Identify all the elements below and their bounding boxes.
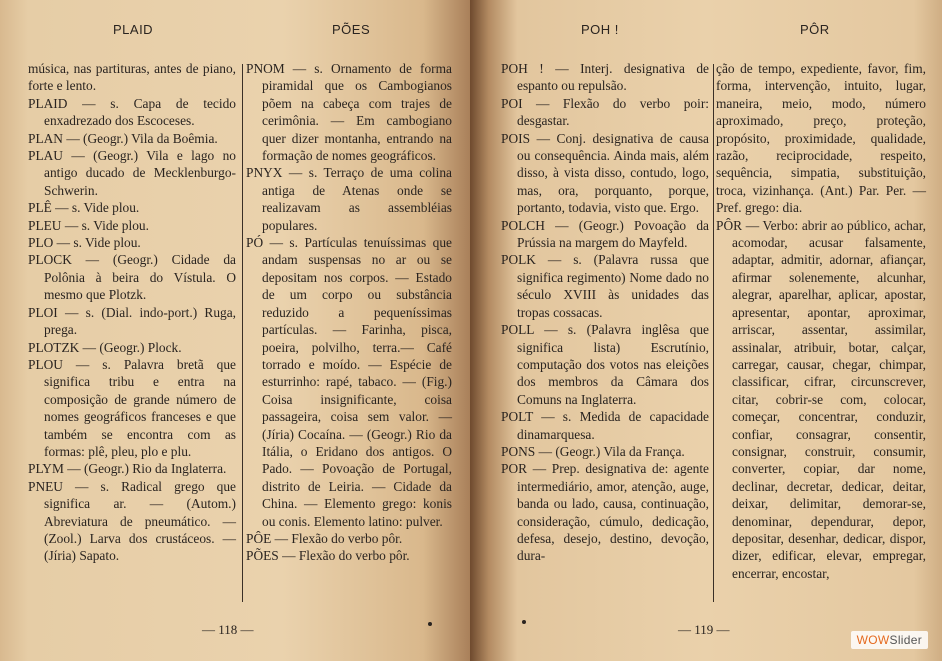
ink-spot-right: [522, 620, 526, 624]
dictionary-entry: POH ! — Interj. designativa de espanto ou repulsão.: [501, 61, 709, 94]
continued-text: ção de tempo, expediente, favor, fim, forma, intervenção, intuito, lugar, maneira, meio, modo, número aproximado, preço, proteção, propósito, proximidade, qualidade, razão, reciprocidade, respeito, sequência, simpatia, substituição, troca, vizinhança. (Ant.) Par. Per. — Pref. grego: dia.: [716, 61, 926, 216]
dictionary-entry: PLOTZK — (Geogr.) Plock.: [28, 339, 182, 355]
dictionary-entry: PLÊ — s. Vide plou.: [28, 200, 140, 216]
right-column-divider: [713, 64, 714, 602]
ink-spot: [428, 622, 432, 626]
dictionary-entry: PLO — s. Vide plou.: [28, 235, 141, 251]
dictionary-entry: PLOU — s. Palavra bretã que significa tribu e entra na composição de grande número de nomes geográficos franceses e que também se encontra com as formas: plê, pleu, plo e plu.: [28, 356, 236, 459]
dictionary-entry: POI — Flexão do verbo poir: desgastar.: [501, 95, 709, 129]
dictionary-entry: POLL — s. (Palavra inglêsa que significa lista) Escrutínio, computação dos votos nas eleições dos membros da Câmara dos Comuns na Inglaterra.: [501, 322, 709, 407]
dictionary-entry: PLAN — (Geogr.) Vila da Boêmia.: [28, 130, 218, 146]
dictionary-entry: PLYM — (Geogr.) Rio da Inglaterra.: [28, 461, 227, 477]
dictionary-entry: PÔE — Flexão do verbo pôr.: [246, 530, 403, 546]
dictionary-entry: PLAU — (Geogr.) Vila e lago no antigo ducado de Mecklenburgo-Schwerin.: [28, 148, 236, 198]
dictionary-entry: PNEU — s. Radical grego que significa ar. — (Autom.) Abreviatura de pneumático. — (Zool.) Larva dos crustáceos. — (Jíria) Sapato.: [28, 478, 236, 564]
watermark-suffix: Slider: [889, 633, 922, 647]
right-header-right: PÔR: [800, 22, 830, 37]
watermark-prefix: WOW: [856, 633, 890, 647]
dictionary-entry: POIS — Conj. designativa de causa ou consequência. Ainda mais, além disso, à vista disso, contudo, logo, mas, ora, porquanto, porque, portanto, todavia, visto que. Ergo.: [501, 130, 709, 216]
dictionary-entry: PONS — (Geogr.) Vila da França.: [501, 443, 685, 459]
left-column-divider: [242, 64, 243, 602]
right-header-left: POH !: [581, 22, 619, 37]
dictionary-entry: PÓ — s. Partículas tenuíssimas que andam suspensas no ar ou se depositam nos corpos. — Estado de um corpo ou substância reduzido a pequeníssimas partículas. — Farinha, pisca, poeira, polvilho, terra.— Café torrado e moído. — Espécie de esturrinho: rapé, tabaco. — (Fig.) Coisa insignificante, coisa passageira, coisa sem valor. — (Jíria) Cocaína. — (Geogr.) Rio da Itália, o Eridano dos antigos. O Pado. — Povoação de Portugal, distrito de Leiria. — Cidade da China. — Elemento grego: konis ou conis. Elemento latino: pulver.: [246, 235, 452, 529]
continued-text: música, nas partituras, antes de piano, forte e lento.: [28, 61, 236, 94]
left-header-left: PLAID: [113, 22, 154, 37]
right-page: [470, 0, 942, 661]
dictionary-entry: PNYX — s. Terraço de uma colina antiga de Atenas onde se realizavam as assembléias populares.: [246, 165, 452, 233]
dictionary-entry: PLOCK — (Geogr.) Cidade da Polônia à beira do Vístula. O mesmo que Plotzk.: [28, 252, 236, 303]
dictionary-entry: PLEU — s. Vide plou.: [28, 217, 149, 233]
dictionary-entry: POLK — s. (Palavra russa que significa regimento) Nome dado no século XVIII às unidades das tropas cossacas.: [501, 252, 709, 320]
right-page-number: — 119 —: [678, 622, 730, 637]
wowslider-watermark: [851, 631, 928, 649]
left-header-right: PÕES: [332, 22, 371, 37]
dictionary-entry: PLAID — s. Capa de tecido enxadrezado dos Escoceses.: [28, 95, 236, 129]
dictionary-entry: PÔR — Verbo: abrir ao público, achar, acomodar, acusar falsamente, adaptar, admitir, adornar, afiançar, afirmar solenemente, alcunhar, alegrar, aparelhar, aplicar, apostar, apresentar, apontar, aproximar, arriscar, assentar, assimilar, assinalar, atribuir, botar, calçar, carregar, causar, chegar, chimpar, classificar, cifrar, circunscrever, citar, cobrir-se com, colocar, começar, concentrar, conduzir, confiar, consagrar, consentir, consignar, construir, consumir, converter, copiar, dar nome, declinar, decretar, dedicar, deitar, deixar, delimitar, demorar-se, denominar, dependurar, depor, depositar, desenhar, dedicar, dispor, dizer, edificar, elevar, empregar, encerrar, encostar,: [716, 217, 926, 581]
dictionary-entry: PNOM — s. Ornamento de forma piramidal que os Cambogianos põem na cabeça com trajes de cerimônia. — Em cambogiano quer dizer montanha, entrando na formação de nomes geográficos.: [246, 61, 452, 164]
dictionary-entry: POLCH — (Geogr.) Povoação da Prússia na margem do Mayfeld.: [501, 217, 709, 251]
left-page-number: — 118 —: [202, 622, 254, 637]
right-page-column-1: [501, 60, 709, 565]
left-page-column-2: [246, 60, 452, 565]
dictionary-entry: POR — Prep. designativa de: agente intermediário, amor, atenção, auge, banda ou lado, causa, continuação, consideração, cúmulo, dedicação, defesa, desejo, destino, devoção, dura-: [501, 461, 709, 564]
dictionary-entry: PLOI — s. (Dial. indo-port.) Ruga, prega.: [28, 304, 236, 338]
right-page-column-2: [716, 60, 926, 582]
dictionary-entry: POLT — s. Medida de capacidade dinamarquesa.: [501, 409, 709, 442]
dictionary-entry: PÕES — Flexão do verbo pôr.: [246, 548, 410, 564]
left-page: [0, 0, 470, 661]
left-page-column-1: [28, 60, 236, 565]
